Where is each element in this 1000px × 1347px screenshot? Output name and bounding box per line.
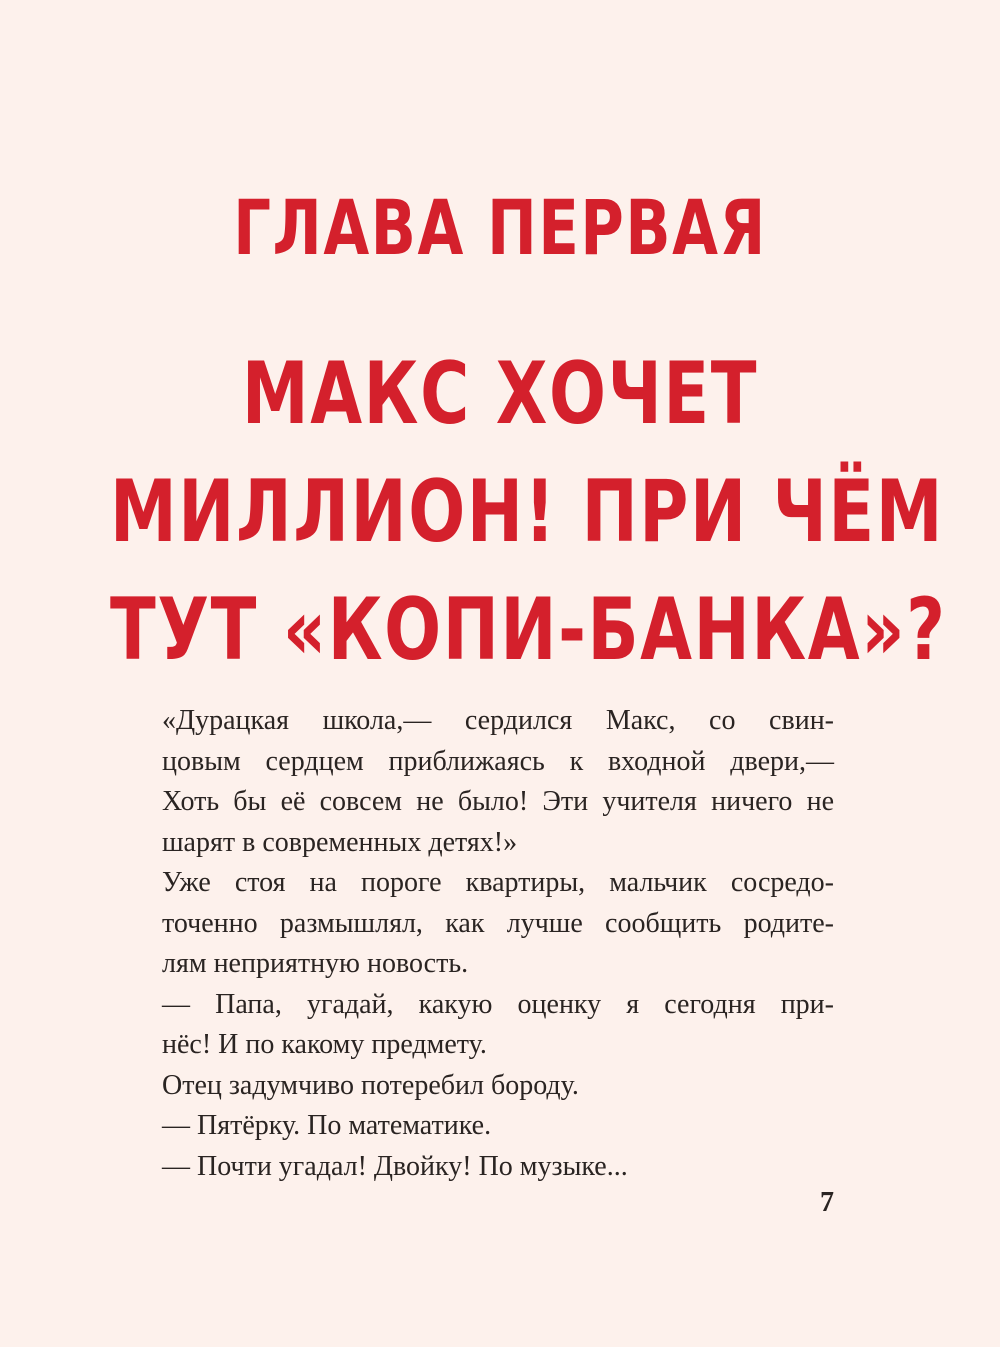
chapter-title-line: ТУТ «КОПИ-БАНКА»?: [110, 580, 947, 680]
text-line: «Дурацкая школа,— сердился Макс, со свин-: [162, 705, 834, 736]
paragraph: [162, 985, 834, 1066]
text-line: — Почти угадал! Двойку! По музыке...: [162, 1150, 628, 1182]
chapter-title-line: МИЛЛИОН! ПРИ ЧЁМ: [110, 462, 945, 562]
text-line: лям неприятную новость.: [162, 948, 469, 979]
chapter-title: [110, 335, 947, 689]
paragraph: [162, 1106, 834, 1147]
paragraph: [162, 1066, 834, 1107]
chapter-body: [162, 701, 834, 1187]
text-line: Хоть бы её совсем не было! Эти учителя ничего не: [162, 786, 834, 817]
paragraph: [162, 701, 834, 863]
page-number: 7: [820, 1187, 834, 1218]
paragraph: [162, 863, 834, 985]
chapter-label: ГЛАВА ПЕРВАЯ: [233, 183, 767, 272]
text-line: — Папа, угадай, какую оценку я сегодня при-: [162, 988, 834, 1020]
text-line: Отец задумчиво потеребил бороду.: [162, 1069, 579, 1101]
text-line: Уже стоя на пороге квартиры, мальчик сосредо-: [162, 867, 834, 898]
chapter-title-line: МАКС ХОЧЕТ: [241, 344, 759, 444]
text-line: шарят в современных детях!»: [162, 826, 518, 858]
text-line: нёс! И по какому предмету.: [162, 1029, 487, 1060]
text-line: — Пятёрку. По математике.: [162, 1110, 492, 1141]
text-line: точенно размышлял, как лучше сообщить родите-: [162, 907, 834, 939]
paragraph: [162, 1147, 834, 1188]
text-line: цовым сердцем приближаясь к входной двери,—: [162, 745, 834, 777]
